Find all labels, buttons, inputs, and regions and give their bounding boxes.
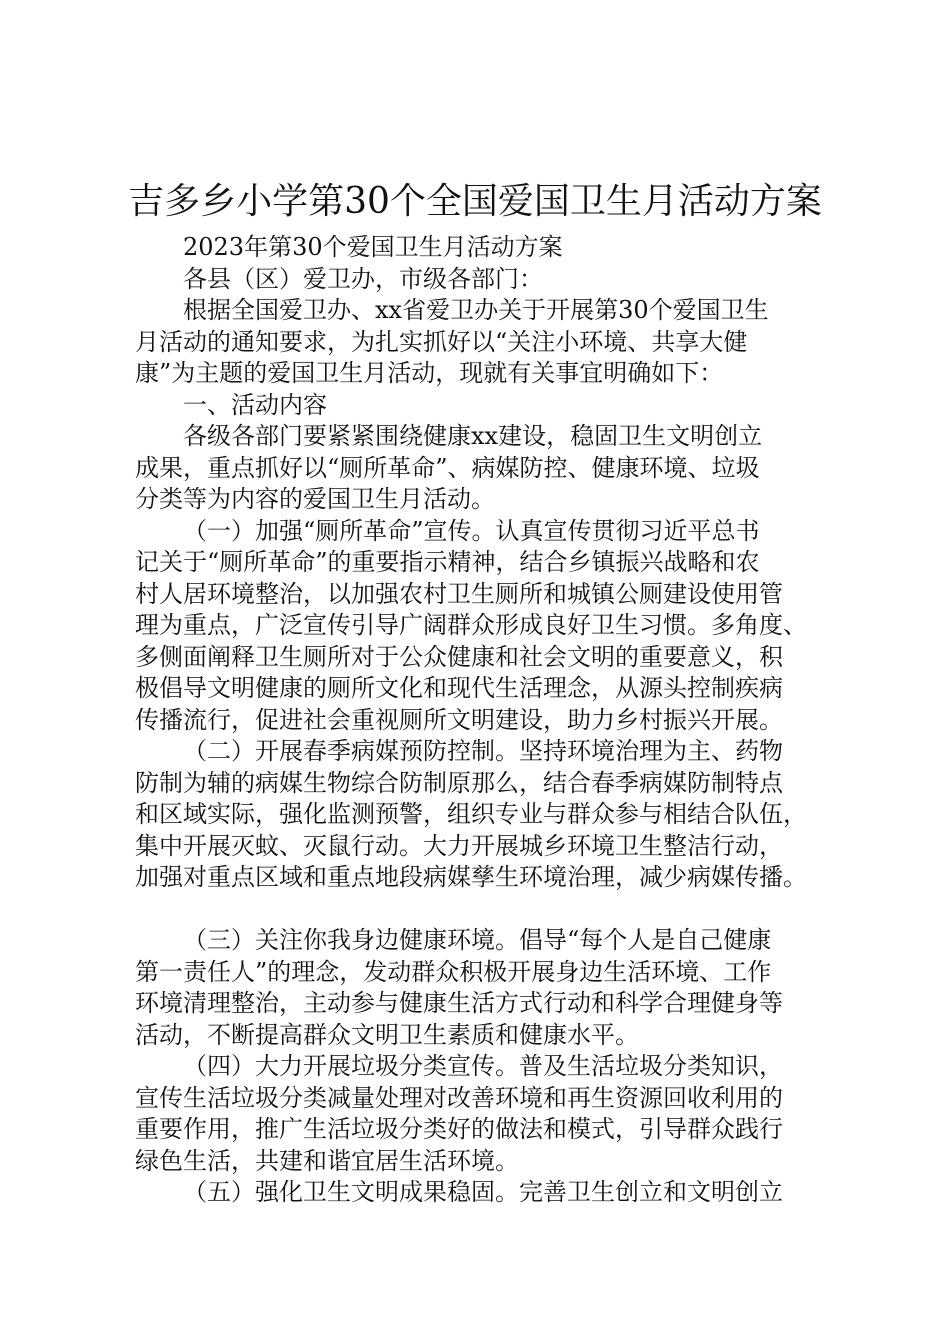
text-line: 活动，不断提高群众文明卫生素质和健康水平。	[135, 1020, 639, 1049]
text-line: 一、活动内容	[183, 390, 327, 419]
text-line: 村人居环境整治，以加强农村卫生厕所和城镇公厕建设使用管	[135, 579, 783, 608]
text-line: 理为重点，广泛宣传引导广阔群众形成良好卫生习惯。多角度、	[135, 611, 807, 639]
text-line: 成果，重点抓好以“厕所革命”、病媒防控、健康环境、垃圾	[135, 453, 760, 482]
text-line: 2023年第30个爱国卫生月活动方案	[183, 233, 563, 261]
text-line: 极倡导文明健康的厕所文化和现代生活理念，从源头控制疾病	[135, 674, 783, 702]
text-line: 月活动的通知要求，为扎实抓好以“关注小环境、共享大健	[135, 327, 748, 356]
text-line: 环境清理整治，主动参与健康生活方式行动和科学合理健身等	[135, 989, 783, 1017]
blank-line	[135, 894, 825, 926]
text-line: 康”为主题的爱国卫生月活动，现就有关事宜明确如下：	[135, 359, 724, 387]
text-line: （二）开展春季病媒预防控制。坚持环境治理为主、药物	[183, 737, 783, 765]
text-line: 各县（区）爱卫办，市级各部门：	[183, 264, 543, 293]
text-line: 记关于“厕所革命”的重要指示精神，结合乡镇振兴战略和农	[135, 548, 760, 576]
text-line: 根据全国爱卫办、xx省爱卫办关于开展第30个爱国卫生	[183, 296, 769, 324]
text-line: 分类等为内容的爱国卫生月活动。	[135, 485, 495, 513]
text-line: 传播流行，促进社会重视厕所文明建设，助力乡村振兴开展。	[135, 705, 783, 734]
text-line: 防制为辅的病媒生物综合防制原那么，结合春季病媒防制特点	[135, 768, 783, 797]
document-title: 吉多乡小学第30个全国爱国卫生月活动方案	[128, 181, 822, 222]
text-line: 多侧面阐释卫生厕所对于公众健康和社会文明的重要意义，积	[135, 642, 783, 671]
text-line: （一）加强“厕所革命”宣传。认真宣传贯彻习近平总书	[183, 516, 760, 545]
text-line: 宣传生活垃圾分类减量处理对改善环境和再生资源回收利用的	[135, 1083, 783, 1112]
document-body	[135, 232, 825, 1209]
text-line: （五）强化卫生文明成果稳固。完善卫生创立和文明创立	[183, 1178, 783, 1206]
text-line: 各级各部门要紧紧围绕健康xx建设，稳固卫生文明创立	[183, 422, 763, 450]
text-line: 第一责任人”的理念，发动群众积极开展身边生活环境、工作	[135, 957, 772, 986]
text-line: 重要作用，推广生活垃圾分类好的做法和模式，引导群众践行	[135, 1115, 783, 1143]
text-line: （三）关注你我身边健康环境。倡导“每个人是自己健康	[183, 926, 772, 954]
text-line: 绿色生活，共建和谐宜居生活环境。	[135, 1146, 519, 1175]
text-line: （四）大力开展垃圾分类宣传。普及生活垃圾分类知识，	[183, 1052, 783, 1080]
text-line: 和区域实际，强化监测预警，组织专业与群众参与相结合队伍，	[135, 800, 807, 828]
text-line: 集中开展灭蚊、灭鼠行动。大力开展城乡环境卫生整洁行动，	[135, 831, 783, 860]
text-line: 加强对重点区域和重点地段病媒孳生环境治理，减少病媒传播。	[135, 863, 807, 891]
